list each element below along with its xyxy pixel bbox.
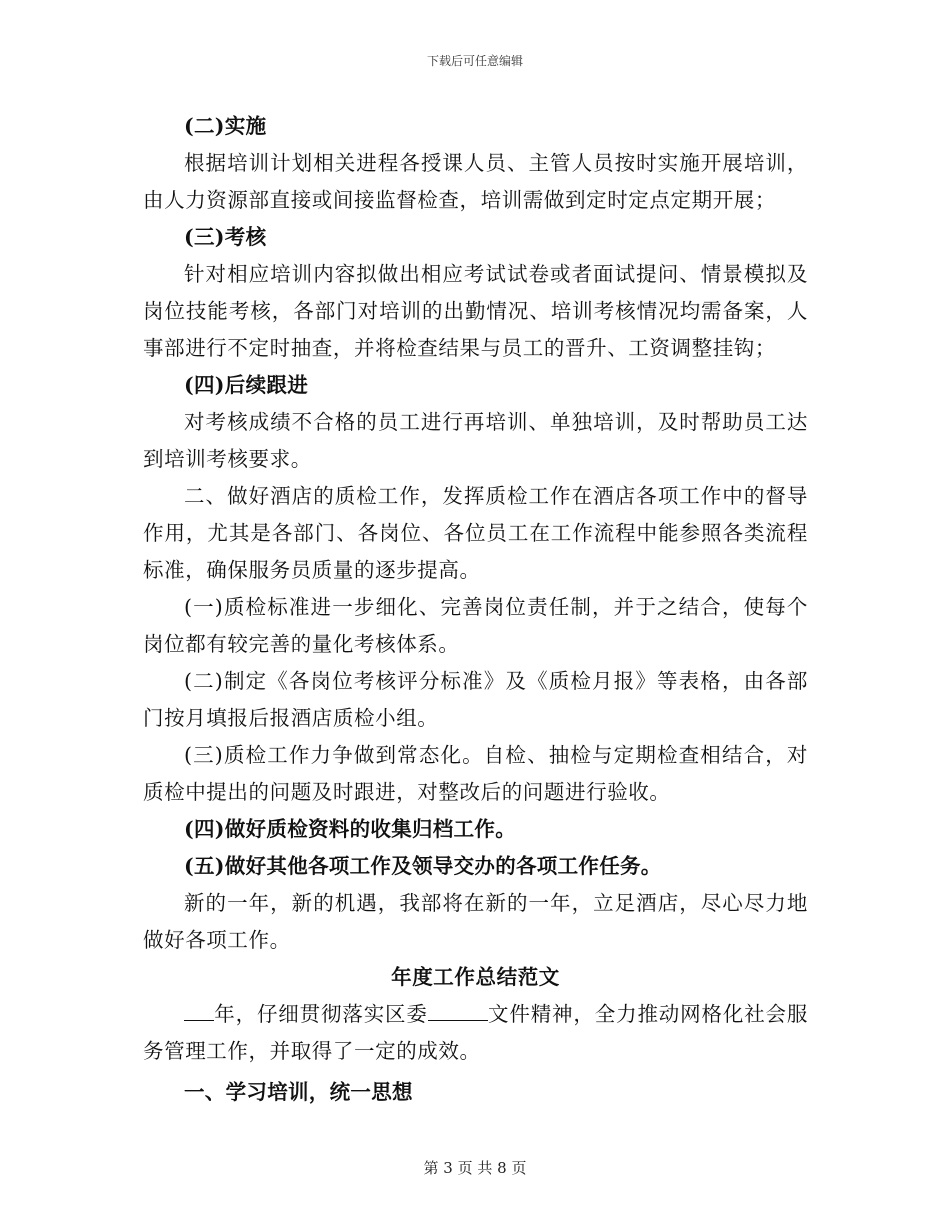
paragraph-qc-forms: (二)制定《各岗位考核评分标准》及《质检月报》等表格，由各部门按月填报后报酒店质检小组。	[143, 669, 808, 730]
blank-line	[428, 1000, 488, 1022]
subheading-assessment: (三)考核	[184, 225, 267, 249]
paragraph-implementation: 根据培训计划相关进程各授课人员、主管人员按时实施开展培训，由人力资源部直接或间接监督检查，培训需做到定时定点定期开展；	[143, 151, 808, 212]
intro-part-1: 年，仔细贯彻落实区委	[214, 1002, 428, 1026]
intro-part-2: 文件精神，全力推动网格化社会服务管理工作，并取得了一定的成效。	[143, 1002, 808, 1063]
document-title: 年度工作总结范文	[391, 965, 560, 989]
subheading-other-tasks: (五)做好其他各项工作及领导交办的各项工作任务。	[184, 854, 662, 878]
subheading-follow-up: (四)后续跟进	[184, 373, 308, 397]
subheading-qc-archive: (四)做好质检资料的收集归档工作。	[184, 817, 516, 841]
paragraph-follow-up: 对考核成绩不合格的员工进行再培训、单独培训，及时帮助员工达到培训考核要求。	[143, 410, 808, 471]
page-header: 下载后可任意编辑	[426, 54, 523, 68]
page-footer: 第 3 页 共 8 页	[423, 1159, 527, 1177]
section-heading: 一、学习培训，统一思想	[184, 1080, 413, 1104]
paragraph-qc-routine: (三)质检工作力争做到常态化。自检、抽检与定期检查相结合，对质检中提出的问题及时跟进，对整改后的问题进行验收。	[143, 743, 808, 804]
subheading-implementation: (二)实施	[184, 114, 267, 138]
document-body	[143, 108, 808, 1111]
paragraph-new-year: 新的一年，新的机遇，我部将在新的一年，立足酒店，尽心尽力地做好各项工作。	[143, 891, 808, 952]
paragraph-intro	[143, 996, 808, 1070]
paragraph-quality-inspection: 二、做好酒店的质检工作，发挥质检工作在酒店各项工作中的督导作用，尤其是各部门、各岗位、各位员工在工作流程中能参照各类流程标准，确保服务员质量的逐步提高。	[143, 484, 808, 582]
blank-line	[184, 1000, 214, 1022]
paragraph-qc-standard: (一)质检标准进一步细化、完善岗位责任制，并于之结合，使每个岗位都有较完善的量化考核体系。	[143, 595, 808, 656]
paragraph-assessment: 针对相应培训内容拟做出相应考试试卷或者面试提问、情景模拟及岗位技能考核，各部门对培训的出勤情况、培训考核情况均需备案，人事部进行不定时抽查，并将检查结果与员工的晋升、工资调整挂钩；	[143, 262, 808, 360]
